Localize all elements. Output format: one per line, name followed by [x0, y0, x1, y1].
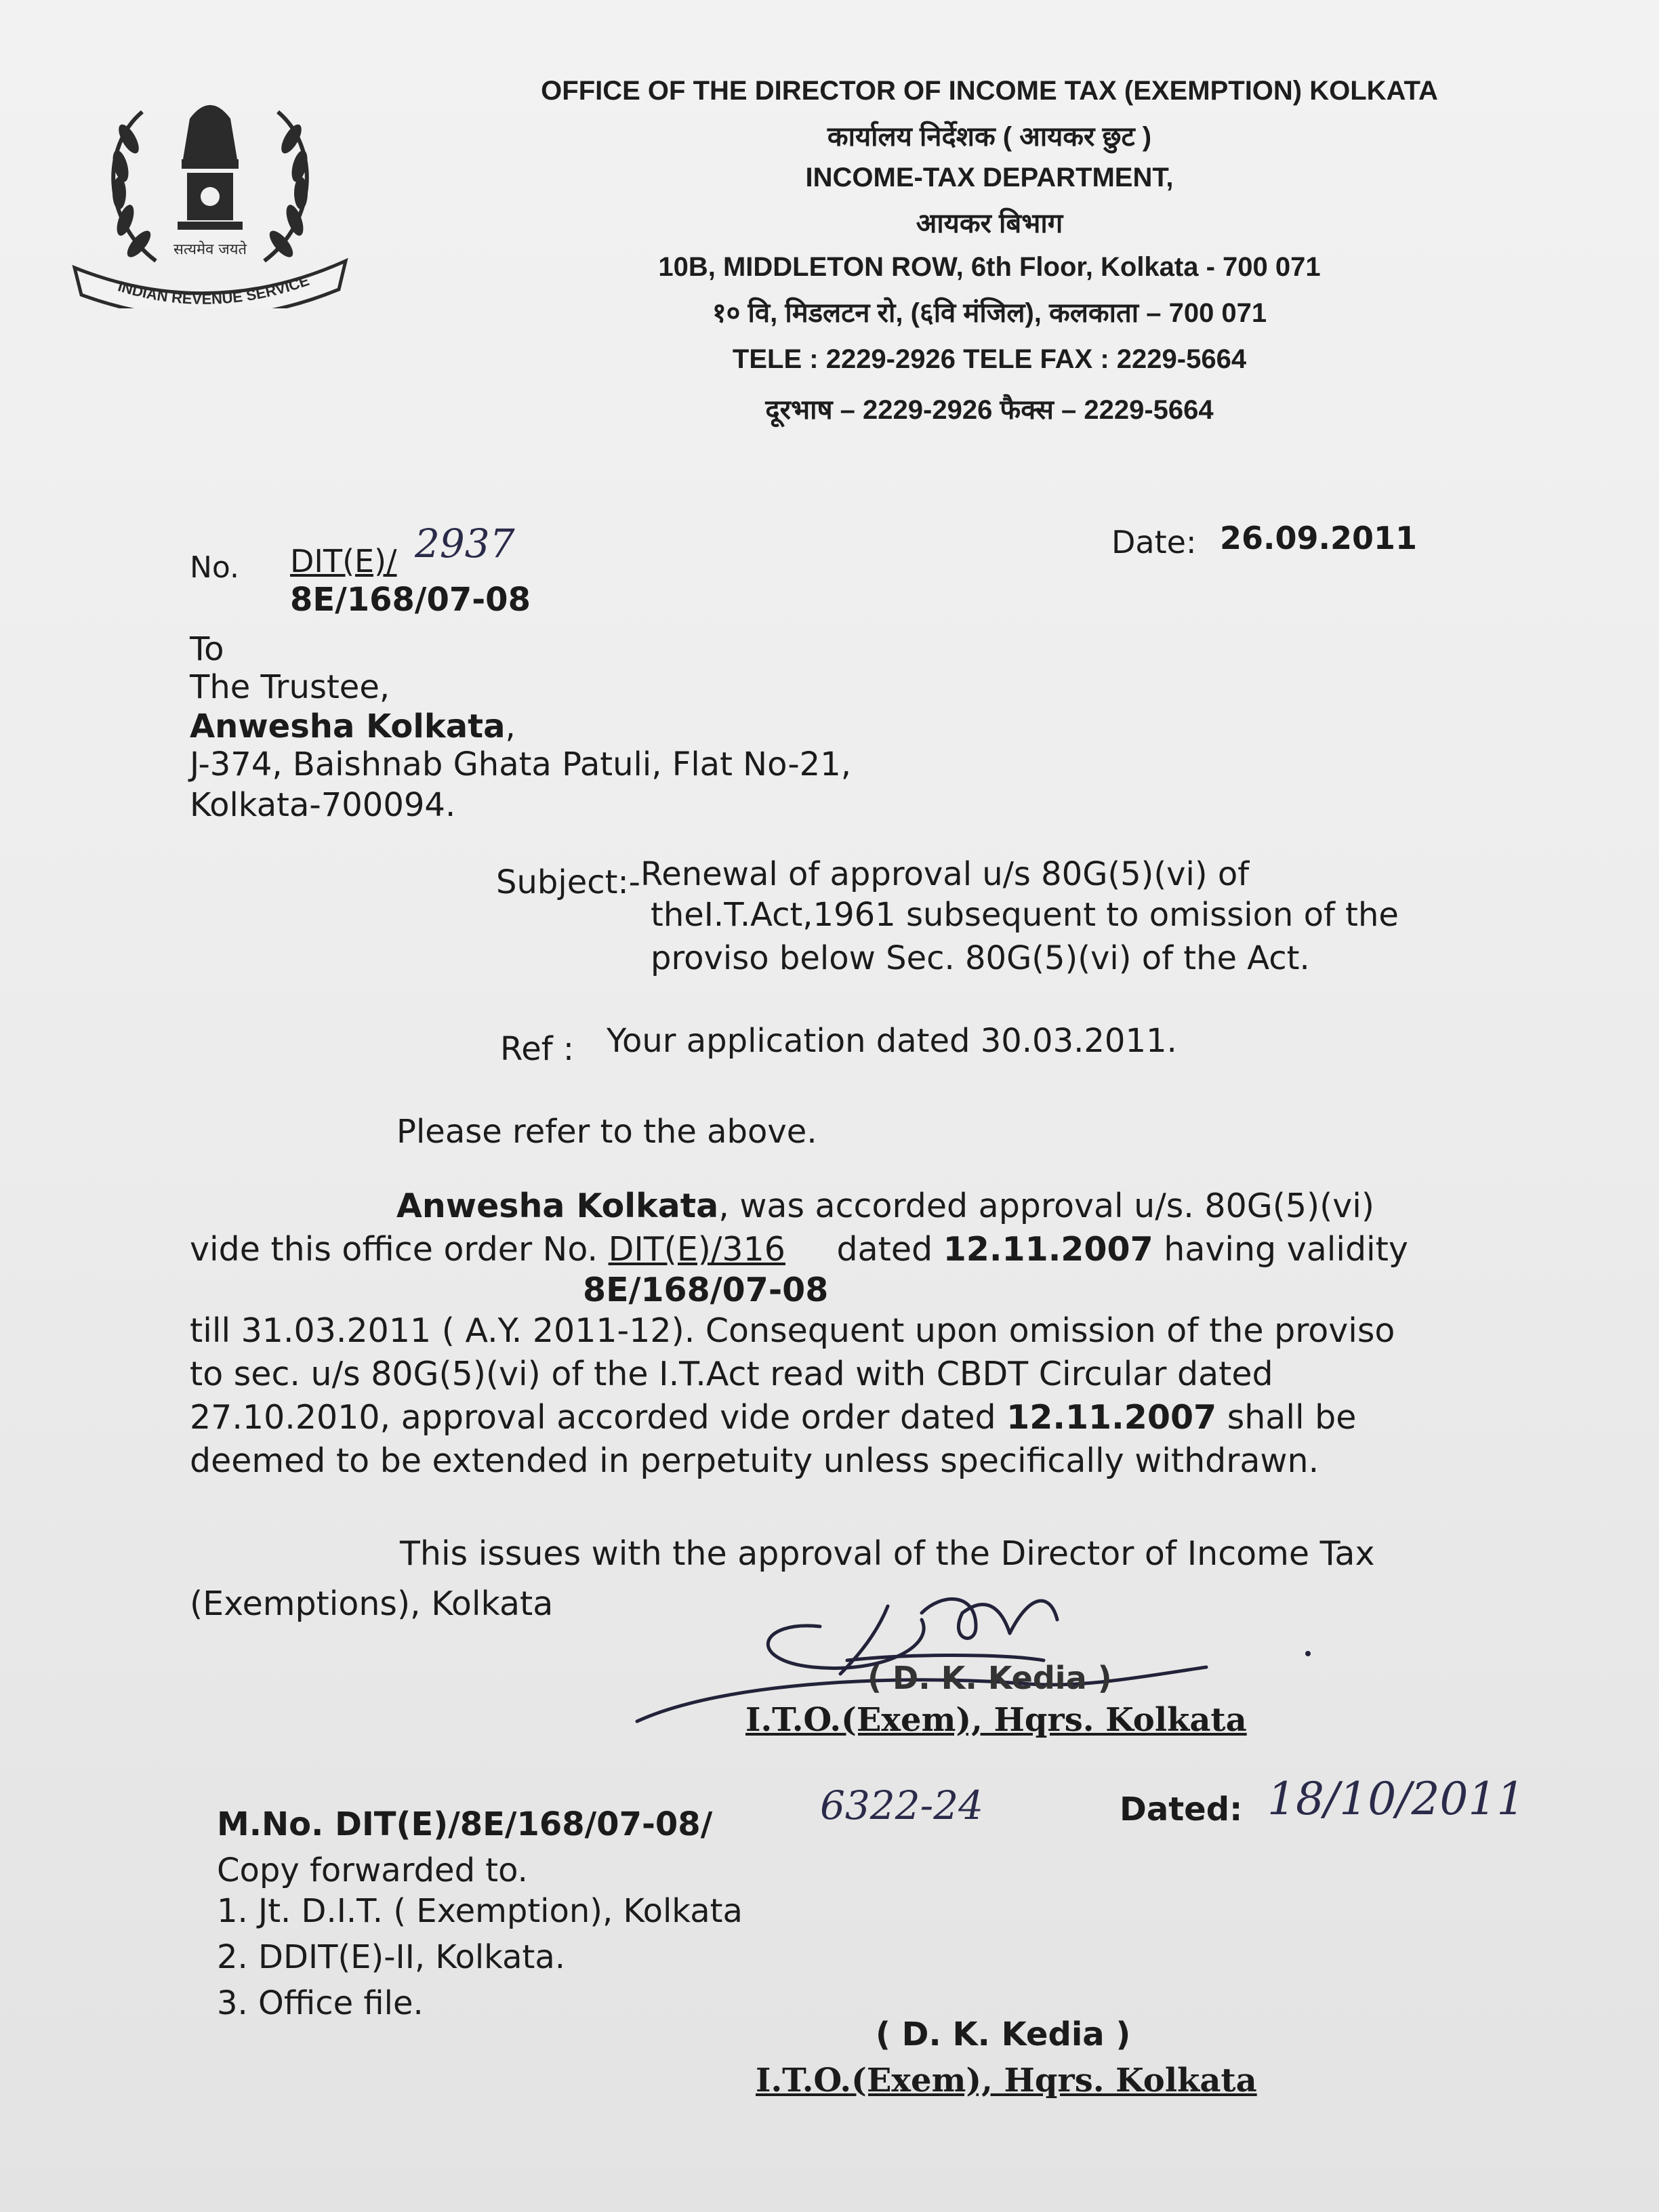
signatory-designation: I.T.O.(Exem), Hqrs. Kolkata — [745, 1701, 1247, 1739]
subject-line-3: proviso below Sec. 80G(5)(vi) of the Act. — [651, 939, 1310, 977]
body-org-name: Anwesha Kolkata — [396, 1187, 719, 1225]
body-p2-line1: This issues with the approval of the Director of Income Tax — [400, 1534, 1375, 1573]
body-intro: Please refer to the above. — [396, 1113, 817, 1151]
body-p1-f: shall be — [1227, 1398, 1357, 1437]
subject-line-1: Renewal of approval u/s 80G(5)(vi) of — [640, 855, 1250, 893]
emblem-motto: सत्यमेव जयते — [173, 241, 247, 258]
body-p2-line2: (Exemptions), Kolkata — [190, 1584, 554, 1623]
body-p1-d: to sec. u/s 80G(5)(vi) of the I.T.Act read with CBDT Circular dated — [190, 1355, 1273, 1393]
body-file-no: 8E/168/07-08 — [583, 1271, 829, 1309]
address-trustee: The Trustee, — [190, 668, 390, 706]
body-p1-b: vide this office order No. — [190, 1230, 598, 1269]
memo-dated-label: Dated: — [1120, 1790, 1243, 1828]
body-order-no: DIT(E)/316 — [608, 1230, 785, 1269]
copy-forwarded-label: Copy forwarded to. — [217, 1851, 528, 1889]
address-name-line — [190, 706, 516, 747]
header-office-title-hindi: कार्यालय निर्देशक ( आयकर छुट ) — [827, 122, 1152, 152]
header-phone: TELE : 2229-2926 TELE FAX : 2229-5664 — [732, 344, 1247, 374]
ashoka-emblem-logo-icon — [61, 71, 359, 308]
subject-line-2: theI.T.Act,1961 subsequent to omission of the — [651, 896, 1399, 934]
subject-label: Subject:- — [496, 863, 640, 901]
memo-number: M.No. DIT(E)/8E/168/07-08/ — [217, 1805, 713, 1843]
address-city: Kolkata-700094. — [190, 786, 456, 824]
body-p1-e: 27.10.2010, approval accorded vide order dated — [190, 1398, 996, 1437]
address-to: To — [190, 630, 224, 668]
address-street: J-374, Baishnab Ghata Patuli, Flat No-21, — [190, 745, 851, 783]
body-p1-g: deemed to be extended in perpetuity unless specifically withdrawn. — [190, 1441, 1319, 1480]
memo-handwritten-date: 18/10/2011 — [1267, 1773, 1525, 1825]
body-paragraph-1 — [190, 1185, 1511, 1483]
date-label: Date: — [1111, 524, 1197, 560]
body-p1-a: , was accorded approval u/s. 80G(5)(vi) — [718, 1187, 1374, 1225]
ref-no-label: No. — [190, 550, 240, 585]
header-phone-hindi: दूरभाष – 2229-2926 फैक्स – 2229-5664 — [765, 395, 1214, 425]
signatory-designation-2: I.T.O.(Exem), Hqrs. Kolkata — [756, 2062, 1257, 2100]
reference-label: Ref : — [500, 1030, 575, 1068]
body-order-date-2: 12.11.2007 — [1006, 1398, 1217, 1437]
body-p1-dated: dated — [836, 1230, 933, 1269]
header-department-hindi: आयकर बिभाग — [916, 209, 1063, 239]
header-address: 10B, MIDDLETON ROW, 6th Floor, Kolkata - 700 071 — [658, 252, 1321, 282]
ref-file-no: 8E/168/07-08 — [290, 581, 531, 619]
header-address-hindi: १० वि, मिडलटन रो, (६वि मंजिल), कलकाता – 700 071 — [712, 298, 1267, 328]
ribbon-text: INDIAN REVENUE SERVICE — [116, 271, 312, 308]
ref-no-value: DIT(E)/ — [290, 543, 397, 579]
ref-no-handwritten: 2937 — [415, 520, 515, 567]
signatory-name: ( D. K. Kedia ) — [867, 1660, 1112, 1696]
signatory-name-2: ( D. K. Kedia ) — [876, 2015, 1131, 2053]
copy-item-1: 1. Jt. D.I.T. ( Exemption), Kolkata — [217, 1892, 743, 1930]
memo-handwritten-no: 6322-24 — [820, 1782, 984, 1828]
copy-item-2: 2. DDIT(E)-II, Kolkata. — [217, 1938, 566, 1976]
body-order-date: 12.11.2007 — [943, 1230, 1153, 1269]
address-name: Anwesha Kolkata — [190, 708, 506, 745]
date-value: 26.09.2011 — [1220, 520, 1418, 556]
header-department: INCOME-TAX DEPARTMENT, — [805, 163, 1174, 192]
reference-text: Your application dated 30.03.2011. — [607, 1022, 1177, 1060]
address-name-comma: , — [505, 708, 516, 745]
header-office-title: OFFICE OF THE DIRECTOR OF INCOME TAX (EXEMPTION) KOLKATA — [541, 76, 1438, 106]
body-p1-validity: having validity — [1164, 1230, 1408, 1269]
copy-item-3: 3. Office file. — [217, 1984, 424, 2022]
body-p1-c: till 31.03.2011 ( A.Y. 2011-12). Consequent upon omission of the proviso — [190, 1311, 1395, 1350]
